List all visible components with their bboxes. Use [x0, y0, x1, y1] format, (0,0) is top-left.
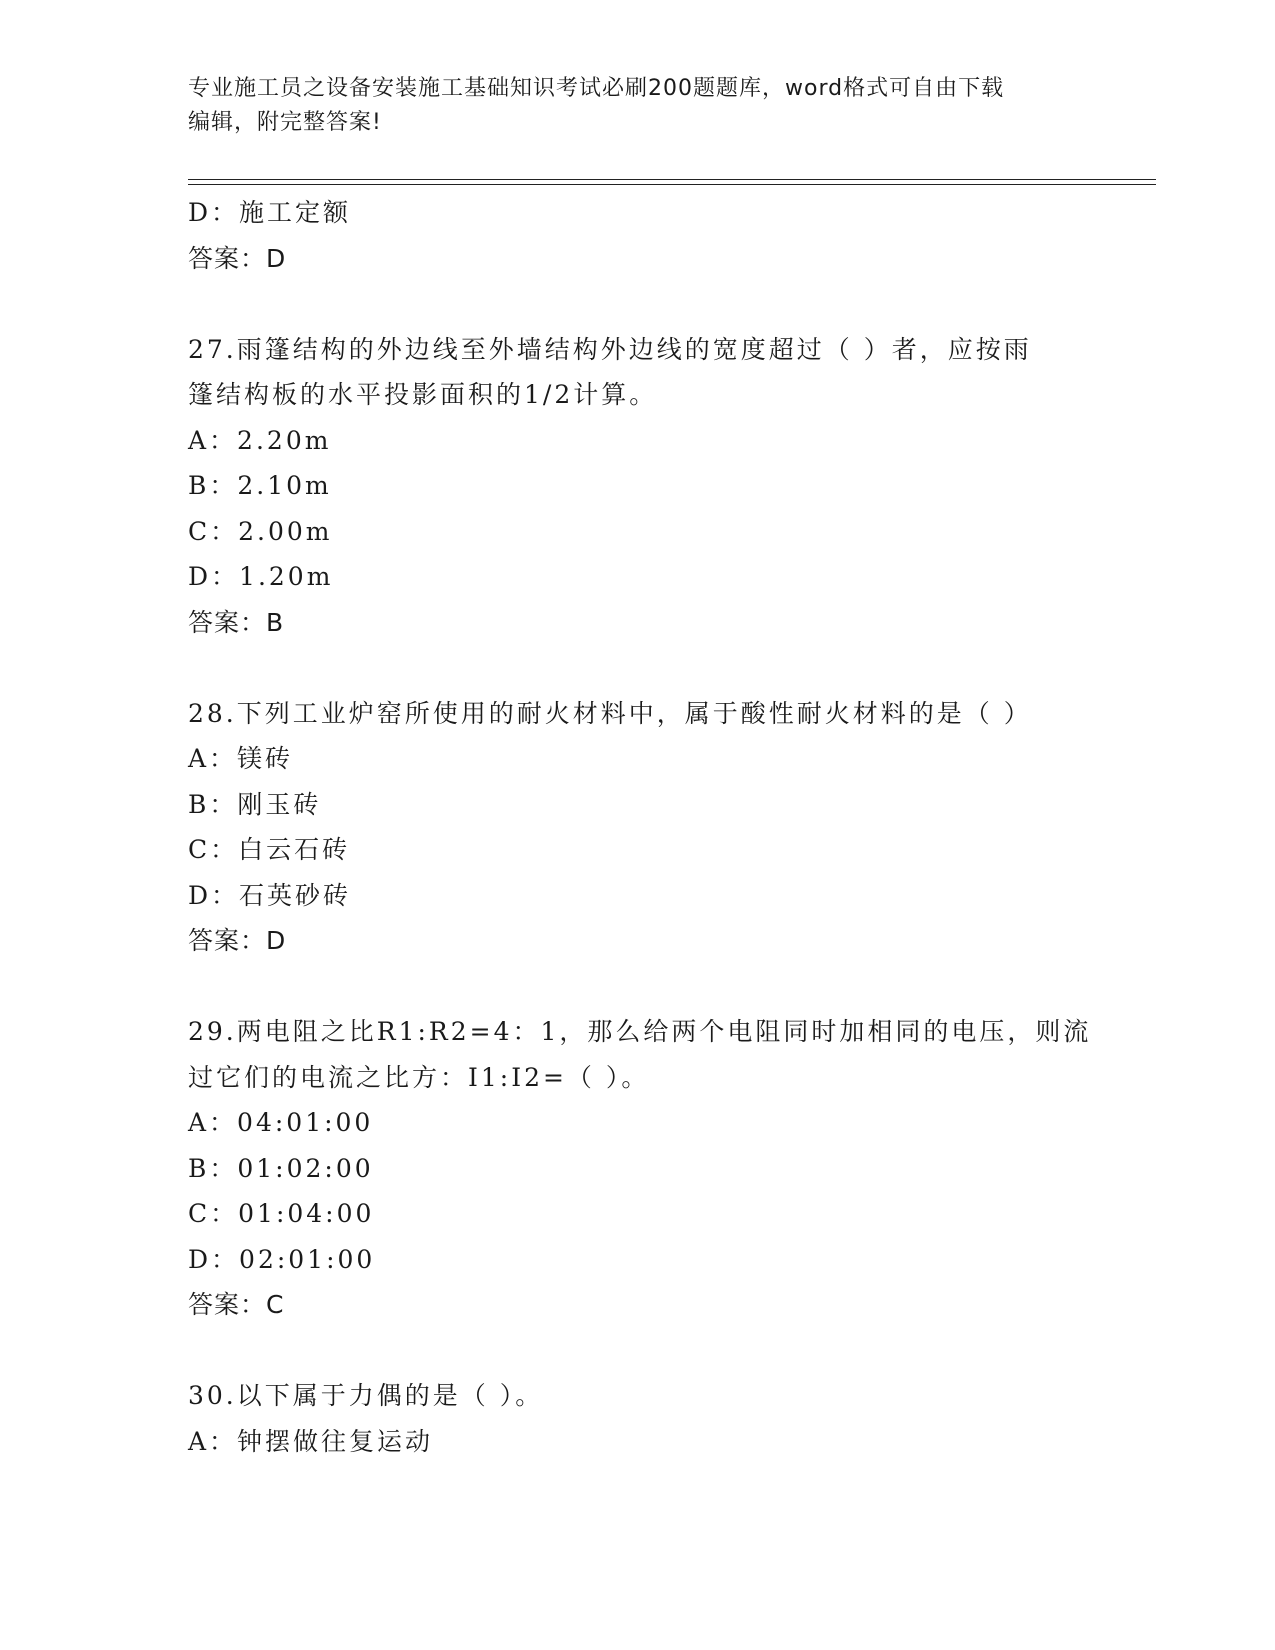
spacer [188, 281, 1088, 327]
question-stem: 过它们的电流之比方：I1:I2=（ ）。 [188, 1062, 650, 1092]
question-29 [188, 1009, 1092, 1328]
answer: 答案：D [188, 926, 287, 955]
question-content [188, 190, 1092, 1464]
question-30 [188, 1373, 1088, 1464]
option-d: D：石英砂砖 [188, 880, 352, 910]
question-stem: 30.以下属于力偶的是（ ）。 [188, 1381, 544, 1410]
header-divider-bottom [188, 184, 1156, 185]
question-28 [188, 691, 1088, 964]
spacer [188, 964, 1088, 1010]
option-d: D：施工定额 [188, 198, 352, 227]
option-a: A：2.20m [188, 425, 332, 455]
spacer [188, 645, 1088, 691]
option-b: B：刚玉砖 [188, 789, 322, 819]
header-line-1: 专业施工员之设备安装施工基础知识考试必刷200题题库，word格式可自由下载 [188, 76, 1005, 101]
option-c: C：01:04:00 [188, 1199, 375, 1228]
answer: 答案：C [188, 1290, 285, 1319]
question-stem: 28.下列工业炉窑所使用的耐火材料中，属于酸性耐火材料的是（ ） [188, 698, 1032, 728]
question-stem: 29.两电阻之比R1:R2=4：1，那么给两个电阻同时加相同的电压，则流 [188, 1017, 1092, 1046]
header-line-2: 编辑，附完整答案! [188, 110, 382, 135]
spacer [188, 1328, 1088, 1374]
option-d: D：1.20m [188, 562, 334, 591]
option-a: A：镁砖 [188, 744, 294, 773]
option-c: C：白云石砖 [188, 835, 351, 864]
answer: 答案：D [188, 243, 287, 273]
question-27 [188, 327, 1088, 646]
document-header [188, 72, 1068, 140]
option-a: A：钟摆做往复运动 [188, 1426, 434, 1456]
option-c: C：2.00m [188, 516, 333, 546]
question-stem: 篷结构板的水平投影面积的1/2计算。 [188, 380, 658, 409]
option-a: A：04:01:00 [188, 1108, 374, 1137]
option-b: B：2.10m [188, 471, 332, 500]
question-stem: 27.雨篷结构的外边线至外墙结构外边线的宽度超过（ ）者，应按雨 [188, 334, 1032, 364]
option-b: B：01:02:00 [188, 1153, 374, 1183]
header-divider-top [188, 179, 1156, 180]
answer: 答案：B [188, 607, 285, 637]
option-d: D：02:01:00 [188, 1244, 376, 1274]
